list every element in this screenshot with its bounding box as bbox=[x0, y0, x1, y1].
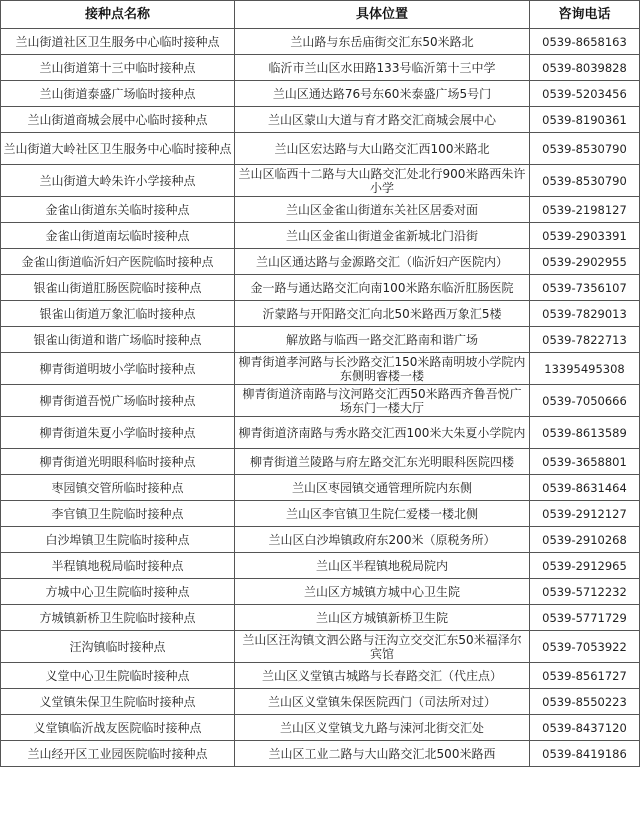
phone-cell: 0539-7050666 bbox=[530, 385, 640, 417]
location-cell: 兰山区汪沟镇文泗公路与汪沟立交交汇东50米福泽尔宾馆 bbox=[235, 631, 530, 663]
table-row bbox=[1, 301, 640, 327]
phone-cell: 0539-7356107 bbox=[530, 275, 640, 301]
location-cell: 柳青街道兰陵路与府左路交汇东光明眼科医院四楼 bbox=[235, 449, 530, 475]
phone-cell: 0539-7053922 bbox=[530, 631, 640, 663]
site-name-cell: 枣园镇交管所临时接种点 bbox=[1, 475, 235, 501]
table-row bbox=[1, 605, 640, 631]
location-cell: 兰山区通达路76号东60米泰盛广场5号门 bbox=[235, 81, 530, 107]
table-body bbox=[1, 29, 640, 767]
site-name-cell: 金雀山街道临沂妇产医院临时接种点 bbox=[1, 249, 235, 275]
table-row bbox=[1, 501, 640, 527]
site-name-cell: 义堂镇临沂战友医院临时接种点 bbox=[1, 715, 235, 741]
table-row bbox=[1, 133, 640, 165]
table-row bbox=[1, 417, 640, 449]
phone-cell: 0539-8039828 bbox=[530, 55, 640, 81]
location-cell: 兰山区方城镇新桥卫生院 bbox=[235, 605, 530, 631]
table-row bbox=[1, 385, 640, 417]
phone-cell: 0539-2902955 bbox=[530, 249, 640, 275]
phone-cell: 0539-3658801 bbox=[530, 449, 640, 475]
phone-cell: 0539-7829013 bbox=[530, 301, 640, 327]
phone-cell: 0539-8561727 bbox=[530, 663, 640, 689]
phone-cell: 0539-8437120 bbox=[530, 715, 640, 741]
table-row bbox=[1, 81, 640, 107]
phone-cell: 0539-2903391 bbox=[530, 223, 640, 249]
site-name-cell: 银雀山街道和谐广场临时接种点 bbox=[1, 327, 235, 353]
phone-cell: 0539-8550223 bbox=[530, 689, 640, 715]
site-name-cell: 李官镇卫生院临时接种点 bbox=[1, 501, 235, 527]
location-cell: 兰山区蒙山大道与育才路交汇商城会展中心 bbox=[235, 107, 530, 133]
site-name-cell: 银雀山街道肛肠医院临时接种点 bbox=[1, 275, 235, 301]
table-row bbox=[1, 553, 640, 579]
site-name-cell: 半程镇地税局临时接种点 bbox=[1, 553, 235, 579]
phone-cell: 0539-2912127 bbox=[530, 501, 640, 527]
location-cell: 临沂市兰山区水田路133号临沂第十三中学 bbox=[235, 55, 530, 81]
header-phone: 咨询电话 bbox=[530, 1, 640, 29]
phone-cell: 0539-5771729 bbox=[530, 605, 640, 631]
location-cell: 柳青街道孝河路与长沙路交汇150米路南明坡小学院内东侧明睿楼一楼 bbox=[235, 353, 530, 385]
header-location: 具体位置 bbox=[235, 1, 530, 29]
site-name-cell: 兰山街道大岭朱许小学接种点 bbox=[1, 165, 235, 197]
location-cell: 柳青街道济南路与汶河路交汇西50米路西齐鲁吾悦广场东门一楼大厅 bbox=[235, 385, 530, 417]
phone-cell: 0539-8530790 bbox=[530, 165, 640, 197]
site-name-cell: 兰山街道商城会展中心临时接种点 bbox=[1, 107, 235, 133]
site-name-cell: 金雀山街道东关临时接种点 bbox=[1, 197, 235, 223]
location-cell: 兰山区临西十二路与大山路交汇处北行900米路西朱许小学 bbox=[235, 165, 530, 197]
phone-cell: 0539-8190361 bbox=[530, 107, 640, 133]
phone-cell: 0539-8530790 bbox=[530, 133, 640, 165]
table-row bbox=[1, 631, 640, 663]
site-name-cell: 方城中心卫生院临时接种点 bbox=[1, 579, 235, 605]
location-cell: 兰山区李官镇卫生院仁爱楼一楼北侧 bbox=[235, 501, 530, 527]
table-row bbox=[1, 249, 640, 275]
table-row bbox=[1, 449, 640, 475]
location-cell: 解放路与临西一路交汇路南和谐广场 bbox=[235, 327, 530, 353]
location-cell: 兰山区枣园镇交通管理所院内东侧 bbox=[235, 475, 530, 501]
phone-cell: 0539-5712232 bbox=[530, 579, 640, 605]
location-cell: 沂蒙路与开阳路交汇向北50米路西万象汇5楼 bbox=[235, 301, 530, 327]
table-row bbox=[1, 663, 640, 689]
table-row bbox=[1, 527, 640, 553]
table-row bbox=[1, 475, 640, 501]
site-name-cell: 兰山街道第十三中临时接种点 bbox=[1, 55, 235, 81]
site-name-cell: 柳青街道吾悦广场临时接种点 bbox=[1, 385, 235, 417]
table-row bbox=[1, 197, 640, 223]
location-cell: 兰山区金雀山街道金雀新城北门沿街 bbox=[235, 223, 530, 249]
phone-cell: 0539-8419186 bbox=[530, 741, 640, 767]
site-name-cell: 兰山街道泰盛广场临时接种点 bbox=[1, 81, 235, 107]
table-row bbox=[1, 29, 640, 55]
location-cell: 柳青街道济南路与秀水路交汇西100米大朱夏小学院内 bbox=[235, 417, 530, 449]
table-row bbox=[1, 55, 640, 81]
location-cell: 兰山区金雀山街道东关社区居委对面 bbox=[235, 197, 530, 223]
site-name-cell: 银雀山街道万象汇临时接种点 bbox=[1, 301, 235, 327]
site-name-cell: 柳青街道明坡小学临时接种点 bbox=[1, 353, 235, 385]
location-cell: 兰山区工业二路与大山路交汇北500米路西 bbox=[235, 741, 530, 767]
phone-cell: 13395495308 bbox=[530, 353, 640, 385]
phone-cell: 0539-8613589 bbox=[530, 417, 640, 449]
site-name-cell: 柳青街道朱夏小学临时接种点 bbox=[1, 417, 235, 449]
phone-cell: 0539-5203456 bbox=[530, 81, 640, 107]
table-row bbox=[1, 107, 640, 133]
site-name-cell: 义堂镇朱保卫生院临时接种点 bbox=[1, 689, 235, 715]
table-row bbox=[1, 689, 640, 715]
table-row bbox=[1, 715, 640, 741]
phone-cell: 0539-8631464 bbox=[530, 475, 640, 501]
site-name-cell: 兰山街道社区卫生服务中心临时接种点 bbox=[1, 29, 235, 55]
table-header-row bbox=[1, 1, 640, 29]
phone-cell: 0539-2910268 bbox=[530, 527, 640, 553]
location-cell: 兰山区方城镇方城中心卫生院 bbox=[235, 579, 530, 605]
phone-cell: 0539-7822713 bbox=[530, 327, 640, 353]
table-row bbox=[1, 165, 640, 197]
location-cell: 兰山路与东岳庙街交汇东50米路北 bbox=[235, 29, 530, 55]
table-row bbox=[1, 327, 640, 353]
site-name-cell: 柳青街道光明眼科临时接种点 bbox=[1, 449, 235, 475]
location-cell: 兰山区半程镇地税局院内 bbox=[235, 553, 530, 579]
site-name-cell: 兰山街道大岭社区卫生服务中心临时接种点 bbox=[1, 133, 235, 165]
table-row bbox=[1, 223, 640, 249]
phone-cell: 0539-8658163 bbox=[530, 29, 640, 55]
location-cell: 兰山区义堂镇戈九路与涑河北街交汇处 bbox=[235, 715, 530, 741]
header-site-name: 接种点名称 bbox=[1, 1, 235, 29]
phone-cell: 0539-2912965 bbox=[530, 553, 640, 579]
location-cell: 金一路与通达路交汇向南100米路东临沂肛肠医院 bbox=[235, 275, 530, 301]
site-name-cell: 金雀山街道南坛临时接种点 bbox=[1, 223, 235, 249]
site-name-cell: 兰山经开区工业园医院临时接种点 bbox=[1, 741, 235, 767]
table-row bbox=[1, 275, 640, 301]
site-name-cell: 白沙埠镇卫生院临时接种点 bbox=[1, 527, 235, 553]
phone-cell: 0539-2198127 bbox=[530, 197, 640, 223]
location-cell: 兰山区宏达路与大山路交汇西100米路北 bbox=[235, 133, 530, 165]
location-cell: 兰山区白沙埠镇政府东200米（原税务所） bbox=[235, 527, 530, 553]
location-cell: 兰山区义堂镇古城路与长春路交汇（代庄点） bbox=[235, 663, 530, 689]
site-name-cell: 义堂中心卫生院临时接种点 bbox=[1, 663, 235, 689]
table-row bbox=[1, 741, 640, 767]
site-name-cell: 方城镇新桥卫生院临时接种点 bbox=[1, 605, 235, 631]
site-name-cell: 汪沟镇临时接种点 bbox=[1, 631, 235, 663]
table-row bbox=[1, 579, 640, 605]
location-cell: 兰山区通达路与金源路交汇（临沂妇产医院内） bbox=[235, 249, 530, 275]
location-cell: 兰山区义堂镇朱保医院西门（司法所对过） bbox=[235, 689, 530, 715]
table-row bbox=[1, 353, 640, 385]
